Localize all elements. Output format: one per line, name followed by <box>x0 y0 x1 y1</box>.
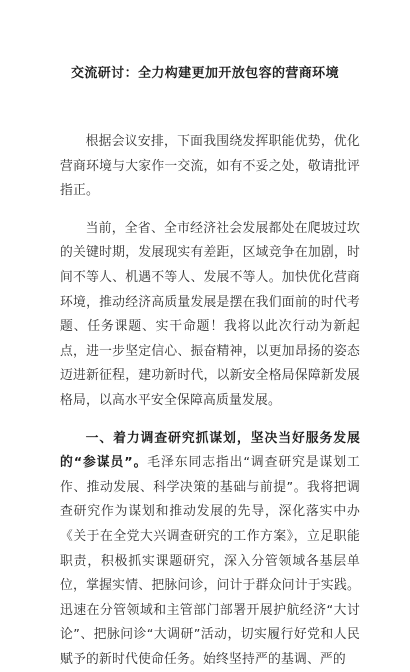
section-one-heading: 一、着力调查研究抓谋划，坚决当好服务发展的“参谋员”。 <box>60 430 360 471</box>
paragraph-section-one <box>60 427 360 672</box>
paragraph-context <box>60 217 360 414</box>
paragraph-intro-text: 根据会议安排，下面我围绕发挥职能优势，优化营商环境与大家作一交流，如有不妥之处，敬请批评指正。 <box>60 134 360 199</box>
paragraph-intro <box>60 130 360 204</box>
document-body <box>60 130 360 672</box>
document-title: 交流研讨：全力构建更加开放包容的营商环境 <box>70 66 339 81</box>
section-one-text: 毛泽东同志指出“调查研究是谋划工作、推动发展、科学决策的基础与前提”。我将把调查研究作为谋划和推动发展的先导，深化落实中办《关于在全党大兴调查研究的工作方案》，立足职能职责，积极抓实课题研究，深入分管领域各基层单位，掌握实情、把脉问诊，问计于群众问计于实践。迅速在分管领域和主管部门部署开展护航经济“大讨论”、把脉问诊“大调研”活动，切实履行好党和人民赋予的新时代使命任务。始终坚持严的基调、严的 <box>60 455 360 667</box>
paragraph-context-text: 当前，全省、全市经济社会发展都处在爬坡过坎的关键时期，发展现实有差距，区域竞争在加剧，时间不等人、机遇不等人、发展不等人。加快优化营商环境，推动经济高质量发展是摆在我们面前的时代考题、任务课题、实干命题！我将以此次行动为新起点，进一步坚定信心、振奋精神，以更加昂扬的姿态迈进新征程，建功新时代，以新安全格局保障新发展格局，以高水平安全保障高质量发展。 <box>60 220 360 408</box>
